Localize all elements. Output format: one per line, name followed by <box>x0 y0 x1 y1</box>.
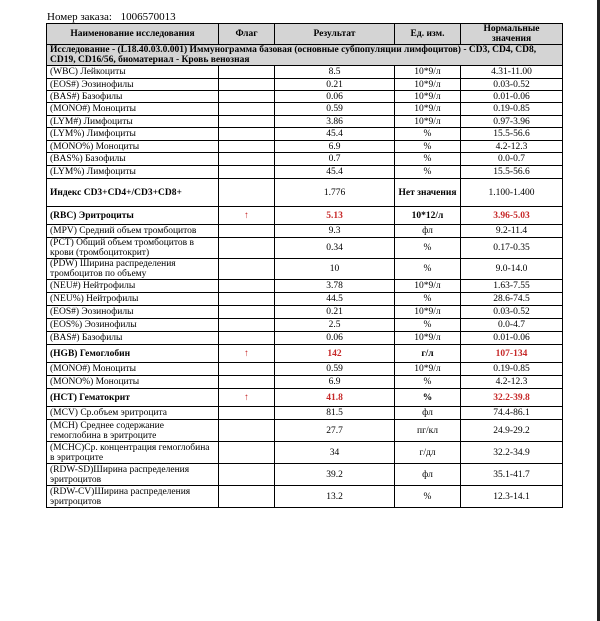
row-result: 2.5 <box>275 319 395 332</box>
table-row <box>47 238 563 259</box>
table-row <box>47 464 563 486</box>
row-norm: 4.31-11.00 <box>461 66 563 79</box>
row-name: (NEU#) Нейтрофилы <box>47 280 219 293</box>
row-norm: 15.5-56.6 <box>461 166 563 179</box>
row-unit: % <box>395 238 461 259</box>
row-name: (WBC) Лейкоциты <box>47 66 219 79</box>
row-norm: 35.1-41.7 <box>461 464 563 486</box>
row-name: (MONO%) Моноциты <box>47 141 219 153</box>
row-norm: 24.9-29.2 <box>461 420 563 442</box>
row-flag <box>219 128 275 141</box>
row-result: 1.776 <box>275 179 395 207</box>
table-row <box>47 332 563 345</box>
row-result: 6.9 <box>275 141 395 153</box>
table-row <box>47 141 563 153</box>
row-name: (BAS#) Базофилы <box>47 91 219 103</box>
row-result: 0.59 <box>275 103 395 116</box>
row-result: 34 <box>275 442 395 464</box>
row-result: 0.34 <box>275 238 395 259</box>
table-row <box>47 153 563 166</box>
row-result: 41.8 <box>275 389 395 407</box>
row-unit: % <box>395 389 461 407</box>
row-result: 0.59 <box>275 363 395 376</box>
table-row <box>47 179 563 207</box>
table-row <box>47 280 563 293</box>
row-name: (PDW) Ширина распределения тромбоцитов по объему <box>47 259 219 280</box>
row-norm: 0.17-0.35 <box>461 238 563 259</box>
row-result: 0.06 <box>275 332 395 345</box>
row-flag <box>219 376 275 389</box>
row-name: Индекс CD3+CD4+/CD3+CD8+ <box>47 179 219 207</box>
table-row <box>47 259 563 280</box>
row-result: 0.21 <box>275 79 395 91</box>
row-unit: 10*9/л <box>395 306 461 319</box>
row-unit: 10*9/л <box>395 116 461 128</box>
row-name: (EOS#) Эозинофилы <box>47 306 219 319</box>
row-result: 3.86 <box>275 116 395 128</box>
table-row <box>47 486 563 508</box>
row-flag <box>219 280 275 293</box>
row-unit: фл <box>395 407 461 420</box>
row-name: (RBC) Эритроциты <box>47 207 219 225</box>
row-flag <box>219 486 275 508</box>
row-result: 0.7 <box>275 153 395 166</box>
table-row <box>47 420 563 442</box>
row-flag <box>219 319 275 332</box>
row-unit: фл <box>395 225 461 238</box>
row-flag <box>219 464 275 486</box>
section-row <box>47 45 563 66</box>
row-norm: 0.01-0.06 <box>461 332 563 345</box>
row-norm: 0.0-0.7 <box>461 153 563 166</box>
order-number-line <box>47 11 182 23</box>
table-row <box>47 166 563 179</box>
row-result: 13.2 <box>275 486 395 508</box>
row-norm: 0.97-3.96 <box>461 116 563 128</box>
row-result: 10 <box>275 259 395 280</box>
row-norm: 1.63-7.55 <box>461 280 563 293</box>
row-flag <box>219 306 275 319</box>
row-name: (RDW-SD)Ширина распределения эритроцитов <box>47 464 219 486</box>
col-header-norm: Нормальные значения <box>461 24 563 45</box>
row-name: (LYM#) Лимфоциты <box>47 116 219 128</box>
row-unit: 10*9/л <box>395 332 461 345</box>
row-result: 0.21 <box>275 306 395 319</box>
row-norm: 0.03-0.52 <box>461 306 563 319</box>
col-header-unit: Ед. изм. <box>395 24 461 45</box>
row-name: (MONO%) Моноциты <box>47 376 219 389</box>
row-flag <box>219 141 275 153</box>
row-norm: 3.96-5.03 <box>461 207 563 225</box>
row-flag <box>219 116 275 128</box>
row-flag: ↑ <box>219 345 275 363</box>
row-result: 6.9 <box>275 376 395 389</box>
row-norm: 9.0-14.0 <box>461 259 563 280</box>
row-norm: 9.2-11.4 <box>461 225 563 238</box>
row-flag <box>219 179 275 207</box>
table-row <box>47 128 563 141</box>
row-result: 0.06 <box>275 91 395 103</box>
row-unit: 10*9/л <box>395 280 461 293</box>
table-row <box>47 66 563 79</box>
table-row <box>47 293 563 306</box>
row-result: 8.5 <box>275 66 395 79</box>
row-unit: Нет значения <box>395 179 461 207</box>
row-name: (RDW-CV)Ширина распределения эритроцитов <box>47 486 219 508</box>
row-flag: ↑ <box>219 207 275 225</box>
row-unit: 10*9/л <box>395 91 461 103</box>
row-norm: 4.2-12.3 <box>461 141 563 153</box>
table-row <box>47 306 563 319</box>
row-name: (HGB) Гемоглобин <box>47 345 219 363</box>
row-unit: % <box>395 128 461 141</box>
row-flag <box>219 225 275 238</box>
row-norm: 0.01-0.06 <box>461 91 563 103</box>
row-result: 39.2 <box>275 464 395 486</box>
row-result: 9.3 <box>275 225 395 238</box>
row-unit: % <box>395 141 461 153</box>
col-header-result: Результат <box>275 24 395 45</box>
row-unit: фл <box>395 464 461 486</box>
row-unit: % <box>395 259 461 280</box>
row-name: (EOS#) Эозинофилы <box>47 79 219 91</box>
row-name: (LYM%) Лимфоциты <box>47 166 219 179</box>
table-row <box>47 319 563 332</box>
row-result: 45.4 <box>275 128 395 141</box>
row-flag <box>219 238 275 259</box>
row-unit: пг/кл <box>395 420 461 442</box>
row-unit: % <box>395 293 461 306</box>
row-flag <box>219 91 275 103</box>
row-norm: 0.0-4.7 <box>461 319 563 332</box>
table-row <box>47 103 563 116</box>
row-name: (MCV) Ср.объем эритроцита <box>47 407 219 420</box>
row-norm: 12.3-14.1 <box>461 486 563 508</box>
row-name: (MONO#) Моноциты <box>47 103 219 116</box>
table-header <box>47 24 563 45</box>
row-flag <box>219 293 275 306</box>
row-name: (MPV) Средний объем тромбоцитов <box>47 225 219 238</box>
row-norm: 28.6-74.5 <box>461 293 563 306</box>
row-flag: ↑ <box>219 389 275 407</box>
row-unit: 10*9/л <box>395 363 461 376</box>
row-name: (PCT) Общий объем тромбоцитов в крови (тромбоцитокрит) <box>47 238 219 259</box>
row-unit: % <box>395 319 461 332</box>
row-unit: г/л <box>395 345 461 363</box>
table-row <box>47 345 563 363</box>
row-flag <box>219 442 275 464</box>
row-result: 5.13 <box>275 207 395 225</box>
row-flag <box>219 363 275 376</box>
table-row <box>47 225 563 238</box>
row-result: 81.5 <box>275 407 395 420</box>
row-result: 44.5 <box>275 293 395 306</box>
row-name: (BAS%) Базофилы <box>47 153 219 166</box>
row-norm: 15.5-56.6 <box>461 128 563 141</box>
table-row <box>47 207 563 225</box>
row-flag <box>219 79 275 91</box>
table-row <box>47 116 563 128</box>
col-header-name: Наименование исследования <box>47 24 219 45</box>
col-header-flag: Флаг <box>219 24 275 45</box>
table-row <box>47 389 563 407</box>
row-name: (BAS#) Базофилы <box>47 332 219 345</box>
row-norm: 0.19-0.85 <box>461 363 563 376</box>
row-unit: % <box>395 376 461 389</box>
row-name: (MONO#) Моноциты <box>47 363 219 376</box>
results-table <box>46 23 563 508</box>
row-norm: 4.2-12.3 <box>461 376 563 389</box>
row-norm: 74.4-86.1 <box>461 407 563 420</box>
section-title: Исследование - (L18.40.03.0.001) Иммунограмма базовая (основные субпопуляции лимфоцитов) - CD3, CD4, CD8, CD19, CD16/56, биоматериал - Кровь венозная <box>47 45 563 66</box>
row-unit: 10*9/л <box>395 103 461 116</box>
row-norm: 107-134 <box>461 345 563 363</box>
table-row <box>47 91 563 103</box>
row-unit: % <box>395 166 461 179</box>
row-unit: % <box>395 486 461 508</box>
table-row <box>47 442 563 464</box>
row-result: 3.78 <box>275 280 395 293</box>
row-norm: 1.100-1.400 <box>461 179 563 207</box>
row-flag <box>219 420 275 442</box>
row-norm: 32.2-34.9 <box>461 442 563 464</box>
row-flag <box>219 332 275 345</box>
row-name: (MCHC)Ср. концентрация гемоглобина в эритроците <box>47 442 219 464</box>
row-unit: % <box>395 153 461 166</box>
row-flag <box>219 103 275 116</box>
row-flag <box>219 153 275 166</box>
row-flag <box>219 407 275 420</box>
order-number: 1006570013 <box>120 11 176 23</box>
order-label: Номер заказа: <box>47 11 112 23</box>
row-name: (MCH) Среднее содержание гемоглобина в эритроците <box>47 420 219 442</box>
table-row <box>47 363 563 376</box>
row-flag <box>219 166 275 179</box>
row-flag <box>219 259 275 280</box>
row-unit: 10*12/л <box>395 207 461 225</box>
row-flag <box>219 66 275 79</box>
row-unit: г/дл <box>395 442 461 464</box>
table-row <box>47 79 563 91</box>
row-name: (LYM%) Лимфоциты <box>47 128 219 141</box>
row-norm: 0.19-0.85 <box>461 103 563 116</box>
row-result: 142 <box>275 345 395 363</box>
row-unit: 10*9/л <box>395 66 461 79</box>
row-name: (HCT) Гематокрит <box>47 389 219 407</box>
row-norm: 32.2-39.8 <box>461 389 563 407</box>
row-unit: 10*9/л <box>395 79 461 91</box>
row-result: 27.7 <box>275 420 395 442</box>
row-norm: 0.03-0.52 <box>461 79 563 91</box>
row-name: (NEU%) Нейтрофилы <box>47 293 219 306</box>
table-row <box>47 407 563 420</box>
row-name: (EOS%) Эозинофилы <box>47 319 219 332</box>
row-result: 45.4 <box>275 166 395 179</box>
table-row <box>47 376 563 389</box>
